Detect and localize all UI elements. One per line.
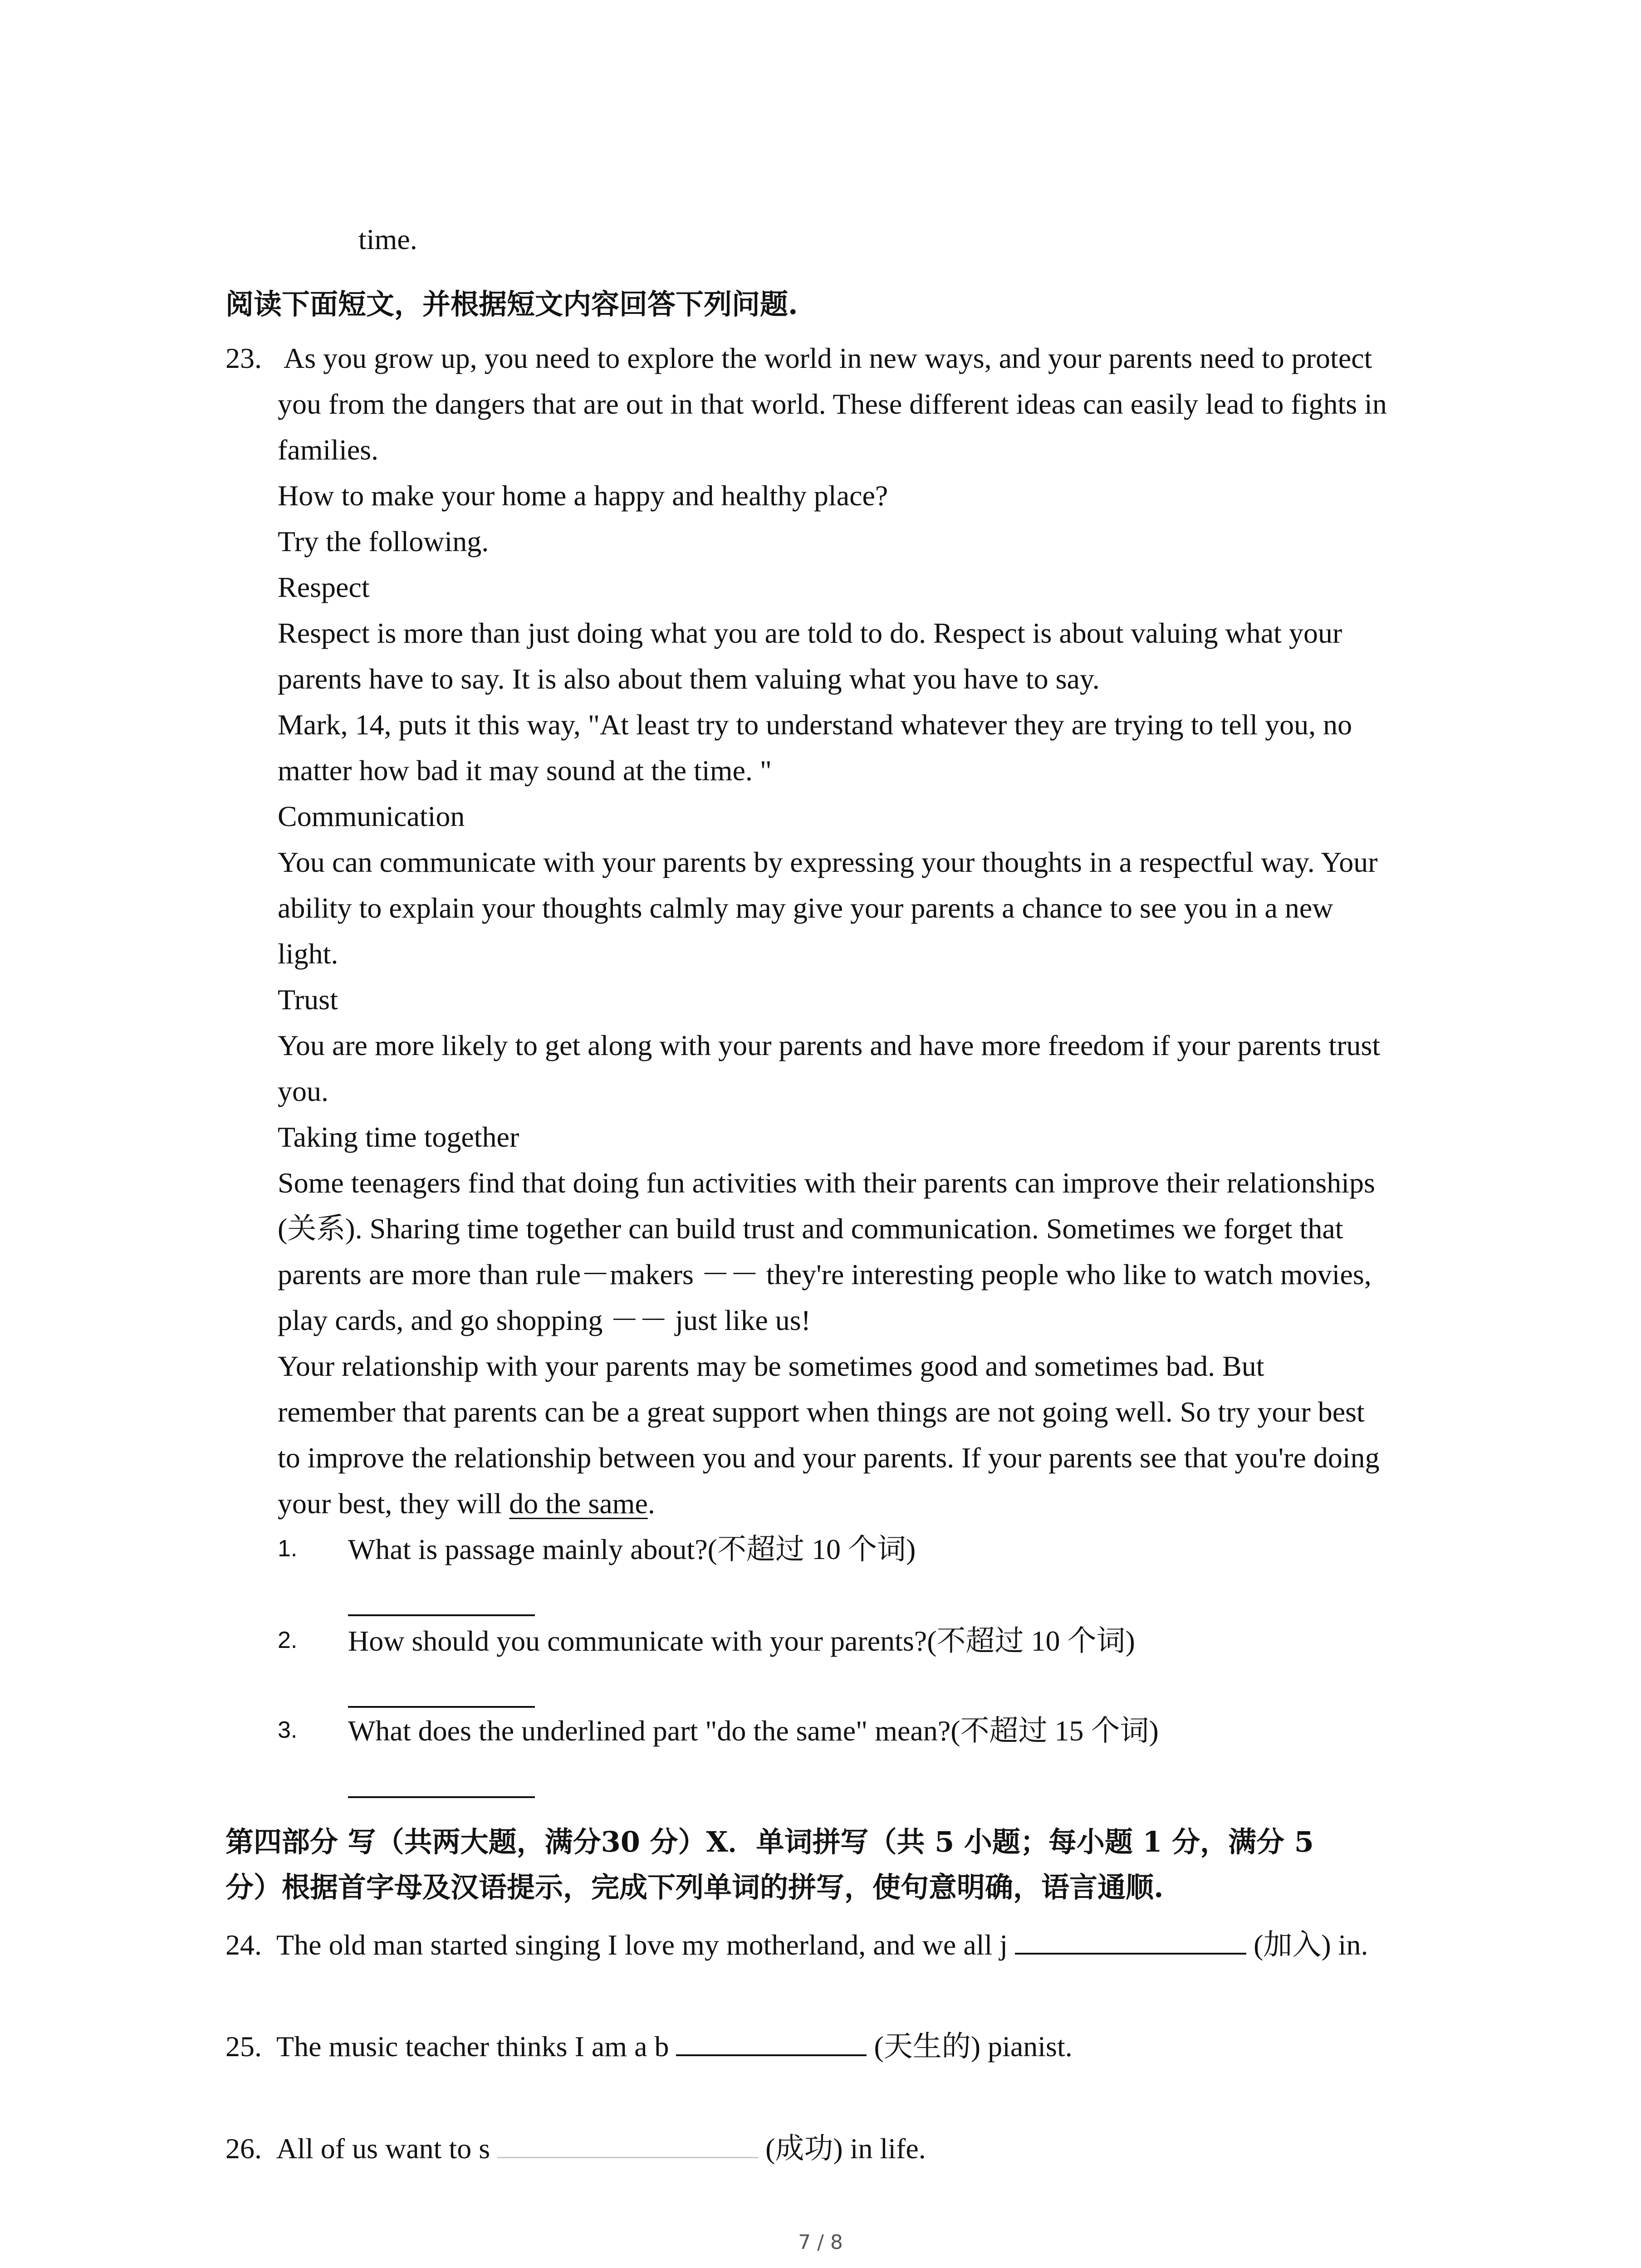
passage-line: You can communicate with your parents by expressing your thoughts in a respectful way. Your <box>278 846 1378 878</box>
passage-line: light. <box>278 938 338 970</box>
sub-question-text: What is passage mainly about?(不超过 10 个词) <box>348 1533 916 1565</box>
answer-blank-25[interactable] <box>676 2054 867 2056</box>
passage-subheading: Respect <box>278 571 370 603</box>
question-text-after: (加入) in. <box>1246 1929 1368 1961</box>
answer-blank-3[interactable] <box>348 1796 535 1798</box>
answer-blank-2[interactable] <box>348 1706 535 1708</box>
question-text-after: (成功) in life. <box>758 2132 926 2165</box>
passage-line: Respect is more than just doing what you are told to do. Respect is about valuing what your <box>278 617 1342 649</box>
page-number: 7 / 8 <box>798 2231 843 2254</box>
answer-blank-24[interactable] <box>1015 1952 1246 1955</box>
passage-line: Mark, 14, puts it this way, "At least try to understand whatever they are trying to tell you, no <box>278 709 1352 741</box>
underlined-phrase: do the same <box>509 1487 648 1520</box>
passage-line: play cards, and go shopping －－ just like us! <box>278 1304 811 1336</box>
passage-line: parents are more than rule－makers －－ they're interesting people who like to watch movies, <box>278 1258 1372 1290</box>
part4-heading: 第四部分 写（共两大题，满分30 分）X．单词拼写（共 5 小题；每小题 1 分，满分 5 <box>225 1825 1314 1858</box>
passage-line: you from the dangers that are out in that world. These different ideas can easily lead to fights in <box>278 388 1387 420</box>
passage-line: remember that parents can be a great support when things are not going well. So try your best <box>278 1396 1365 1428</box>
section-instruction: 阅读下面短文，并根据短文内容回答下列问题. <box>225 288 798 321</box>
question-number: 24. <box>225 1929 262 1961</box>
sub-question-text: How should you communicate with your parents?(不超过 10 个词) <box>348 1625 1135 1657</box>
question-number: 23. <box>225 342 262 374</box>
question-25 <box>225 2032 1073 2061</box>
passage-line: How to make your home a happy and healthy place? <box>278 479 888 512</box>
passage-line: parents have to say. It is also about them valuing what you have to say. <box>278 663 1100 695</box>
passage-subheading: Communication <box>278 800 465 832</box>
part4-heading-cont: 分）根据首字母及汉语提示，完成下列单词的拼写，使句意明确，语言通顺. <box>225 1871 1164 1904</box>
passage-line: families. <box>278 434 379 466</box>
answer-blank-1[interactable] <box>348 1614 535 1616</box>
question-text: All of us want to s <box>276 2132 498 2165</box>
question-text: The music teacher thinks I am a b <box>276 2030 676 2063</box>
sub-question-number: 3. <box>278 1717 298 1743</box>
passage-line: Some teenagers find that doing fun activities with their parents can improve their relationships <box>278 1167 1375 1199</box>
passage-line: you. <box>278 1075 328 1107</box>
question-number: 26. <box>225 2132 262 2165</box>
passage-line: As you grow up, you need to explore the world in new ways, and your parents need to protect <box>284 342 1372 374</box>
passage-subheading: Taking time together <box>278 1121 519 1153</box>
question-text: The old man started singing I love my motherland, and we all j <box>276 1929 1015 1961</box>
passage-line: You are more likely to get along with your parents and have more freedom if your parents trust <box>278 1029 1381 1061</box>
question-26 <box>225 2134 926 2163</box>
last-line-after: . <box>647 1487 655 1520</box>
passage-line: Your relationship with your parents may be sometimes good and sometimes bad. But <box>278 1350 1264 1382</box>
question-24 <box>225 1931 1368 1960</box>
sub-question-number: 1. <box>278 1535 298 1562</box>
passage-line: matter how bad it may sound at the time. " <box>278 754 772 787</box>
answer-blank-26[interactable] <box>497 2156 758 2158</box>
last-line-before: your best, they will <box>278 1487 509 1520</box>
sub-question-text: What does the underlined part "do the same" mean?(不超过 15 个词) <box>348 1715 1159 1747</box>
passage-line: to improve the relationship between you and your parents. If your parents see that you're doing <box>278 1442 1380 1474</box>
question-text-after: (天生的) pianist. <box>867 2030 1073 2063</box>
question-number: 25. <box>225 2030 262 2063</box>
continuation-text: time. <box>358 223 417 255</box>
sub-question-number: 2. <box>278 1627 298 1653</box>
passage-line: Try the following. <box>278 525 489 557</box>
passage-subheading: Trust <box>278 983 338 1016</box>
passage-line: (关系). Sharing time together can build trust and communication. Sometimes we forget that <box>278 1212 1343 1245</box>
passage-last-line <box>278 1489 655 1518</box>
passage-line: ability to explain your thoughts calmly may give your parents a chance to see you in a new <box>278 892 1333 924</box>
